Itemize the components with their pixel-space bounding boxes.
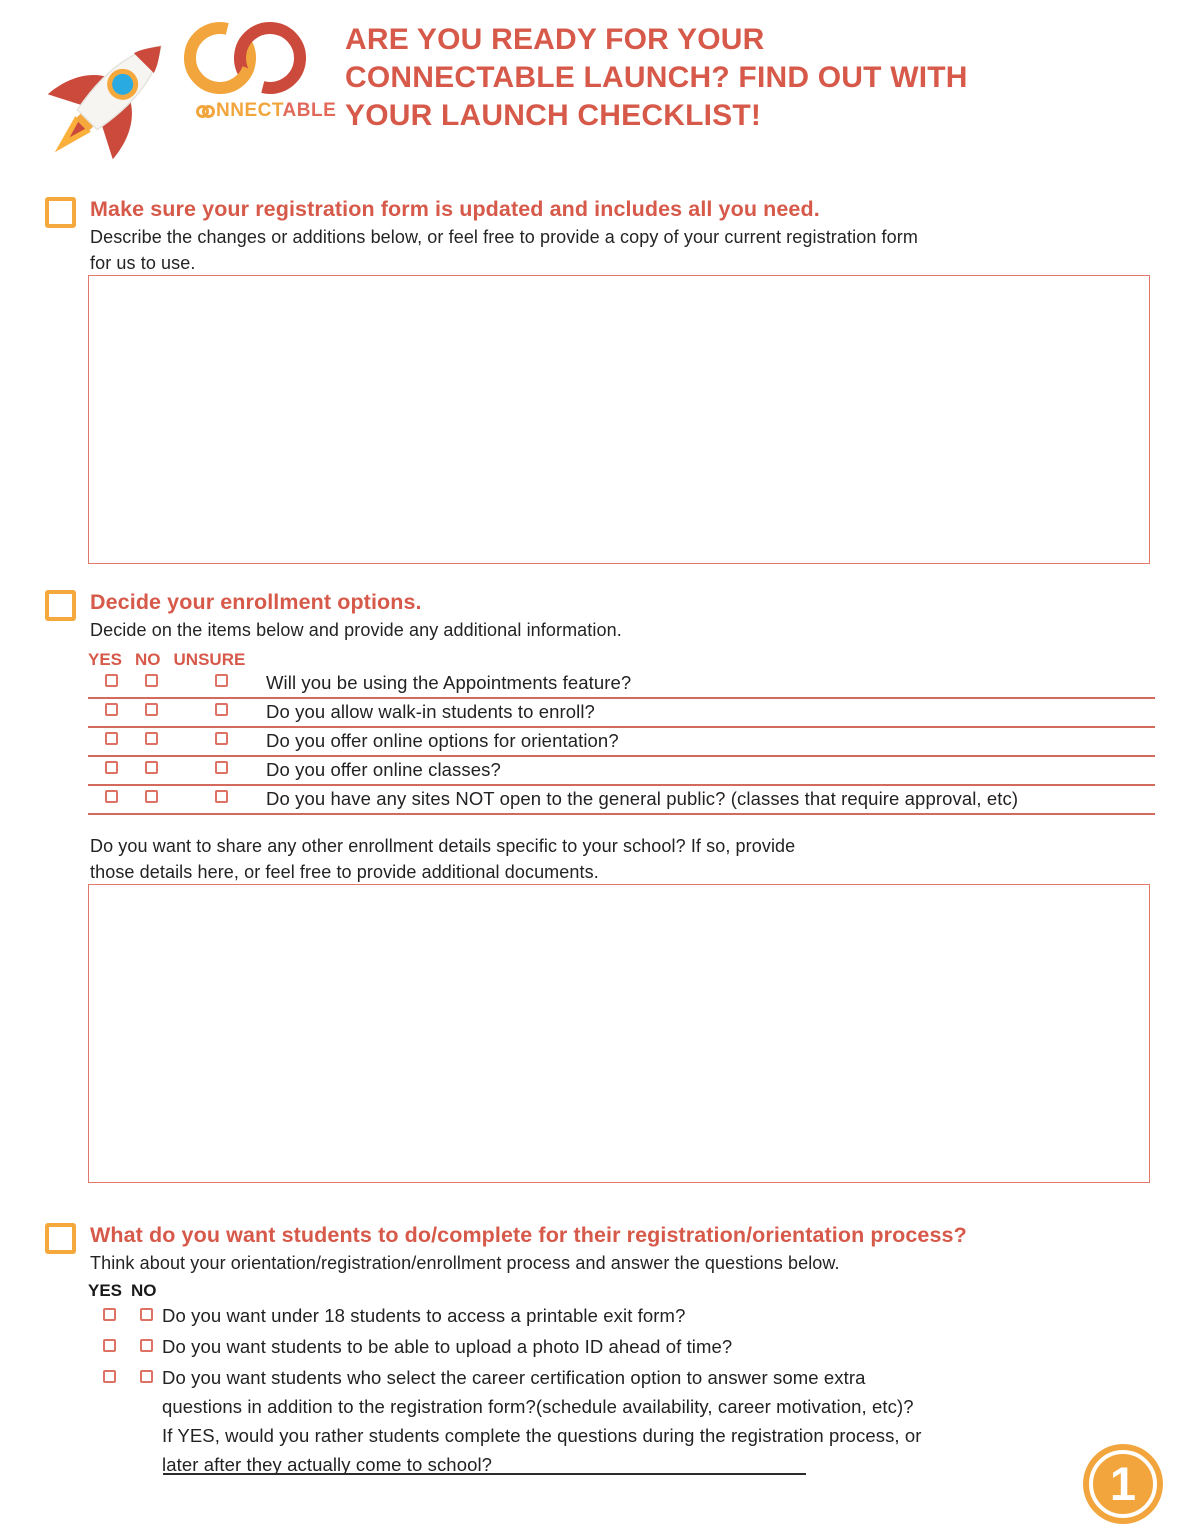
section-checkbox-registration[interactable]	[45, 197, 76, 228]
yes-checkbox[interactable]	[105, 761, 118, 774]
no-checkbox[interactable]	[140, 1370, 153, 1383]
co-rings-glyph-icon	[196, 102, 215, 124]
question-text	[162, 1332, 732, 1361]
question-text: Do you offer online classes?	[266, 759, 501, 780]
section-registration	[45, 195, 1155, 276]
unsure-checkbox[interactable]	[215, 674, 228, 687]
wordmark-connect: NNECT	[216, 100, 283, 121]
yes-checkbox[interactable]	[103, 1370, 116, 1383]
yes-checkbox[interactable]	[105, 732, 118, 745]
process-question-row	[88, 1301, 1158, 1330]
section-desc-enrollment	[90, 617, 1155, 643]
enrollment-details-textarea[interactable]	[88, 884, 1150, 1183]
rocket-logo	[36, 6, 198, 168]
enrollment-question-row	[88, 786, 1155, 815]
connectable-wordmark	[196, 100, 346, 124]
enrollment-question-row	[88, 728, 1155, 757]
title-line-3: YOUR LAUNCH CHECKLIST!	[345, 99, 762, 132]
section-heading-enrollment: Decide your enrollment options.	[90, 590, 422, 614]
share-line: Do you want to share any other enrollment details specific to your school? If so, provide	[90, 836, 796, 856]
question-line: If YES, would you rather students complete the questions during the registration process, or	[162, 1425, 922, 1446]
yes-checkbox[interactable]	[105, 790, 118, 803]
question-text: Will you be using the Appointments feature?	[266, 672, 632, 693]
rocket-icon	[36, 6, 198, 168]
title-line-2: CONNECTABLE LAUNCH? FIND OUT WITH	[345, 61, 968, 94]
enrollment-question-row	[88, 757, 1155, 786]
question-text: Do you allow walk-in students to enroll?	[266, 701, 595, 722]
page-title	[345, 21, 1155, 135]
question-text: Do you have any sites NOT open to the general public? (classes that require approval, etc)	[266, 788, 1019, 809]
no-checkbox[interactable]	[140, 1308, 153, 1321]
wordmark-able: ABLE	[282, 100, 337, 121]
process-question-row	[88, 1332, 1158, 1361]
page-number-badge	[1083, 1444, 1163, 1524]
unsure-checkbox[interactable]	[215, 761, 228, 774]
share-line: those details here, or feel free to provide additional documents.	[90, 862, 599, 882]
enrollment-share-prompt	[90, 833, 795, 885]
enrollment-question-row	[88, 670, 1155, 699]
question-line: questions in addition to the registration form?(schedule availability, career motivation, etc)?	[162, 1396, 914, 1417]
unsure-checkbox[interactable]	[215, 790, 228, 803]
unsure-checkbox[interactable]	[215, 732, 228, 745]
question-text: Do you offer online options for orientation?	[266, 730, 619, 751]
section-heading-process: What do you want students to do/complete for their registration/orientation process?	[90, 1223, 967, 1247]
section-checkbox-enrollment[interactable]	[45, 590, 76, 621]
question-line: Do you want students who select the career certification option to answer some extra	[162, 1367, 866, 1388]
column-header-yes: YES	[88, 650, 123, 669]
question-line: Do you want under 18 students to access a printable exit form?	[162, 1305, 686, 1326]
enrollment-column-headers	[88, 651, 1155, 669]
title-line-1: ARE YOU READY FOR YOUR	[345, 23, 765, 56]
yes-checkbox[interactable]	[103, 1339, 116, 1352]
section-enrollment	[45, 588, 1155, 643]
desc-line: Describe the changes or additions below, or feel free to provide a copy of your current registration form	[90, 227, 918, 247]
registration-details-textarea[interactable]	[88, 275, 1150, 564]
yes-checkbox[interactable]	[105, 674, 118, 687]
no-checkbox[interactable]	[145, 674, 158, 687]
section-checkbox-process[interactable]	[45, 1223, 76, 1254]
desc-line: Think about your orientation/registration/enrollment process and answer the questions below.	[90, 1253, 840, 1273]
no-checkbox[interactable]	[145, 790, 158, 803]
column-header-unsure: UNSURE	[173, 650, 246, 669]
question-line: Do you want students to be able to upload a photo ID ahead of time?	[162, 1336, 733, 1357]
desc-line: for us to use.	[90, 253, 196, 273]
enrollment-question-row	[88, 699, 1155, 728]
no-checkbox[interactable]	[145, 732, 158, 745]
yes-checkbox[interactable]	[103, 1308, 116, 1321]
no-checkbox[interactable]	[145, 761, 158, 774]
page-number: 1	[1109, 1456, 1137, 1510]
section-desc-registration	[90, 224, 1155, 276]
section-desc-process	[90, 1250, 1155, 1276]
no-checkbox[interactable]	[145, 703, 158, 716]
section-heading-registration: Make sure your registration form is updated and includes all you need.	[90, 197, 820, 221]
process-column-headers	[88, 1281, 157, 1301]
unsure-checkbox[interactable]	[215, 703, 228, 716]
question-text	[162, 1301, 685, 1330]
column-header-yes: YES	[88, 1281, 123, 1300]
answer-line-input[interactable]	[163, 1453, 806, 1475]
section-process	[45, 1221, 1155, 1276]
question-line: later after they actually come to school?	[162, 1454, 493, 1475]
no-checkbox[interactable]	[140, 1339, 153, 1352]
column-header-no: NO	[131, 1281, 157, 1300]
column-header-no: NO	[135, 650, 161, 669]
connectable-rings-logo	[178, 16, 318, 100]
enrollment-question-table	[88, 651, 1155, 815]
yes-checkbox[interactable]	[105, 703, 118, 716]
desc-line: Decide on the items below and provide any additional information.	[90, 620, 622, 640]
interlocked-rings-icon	[178, 16, 318, 100]
